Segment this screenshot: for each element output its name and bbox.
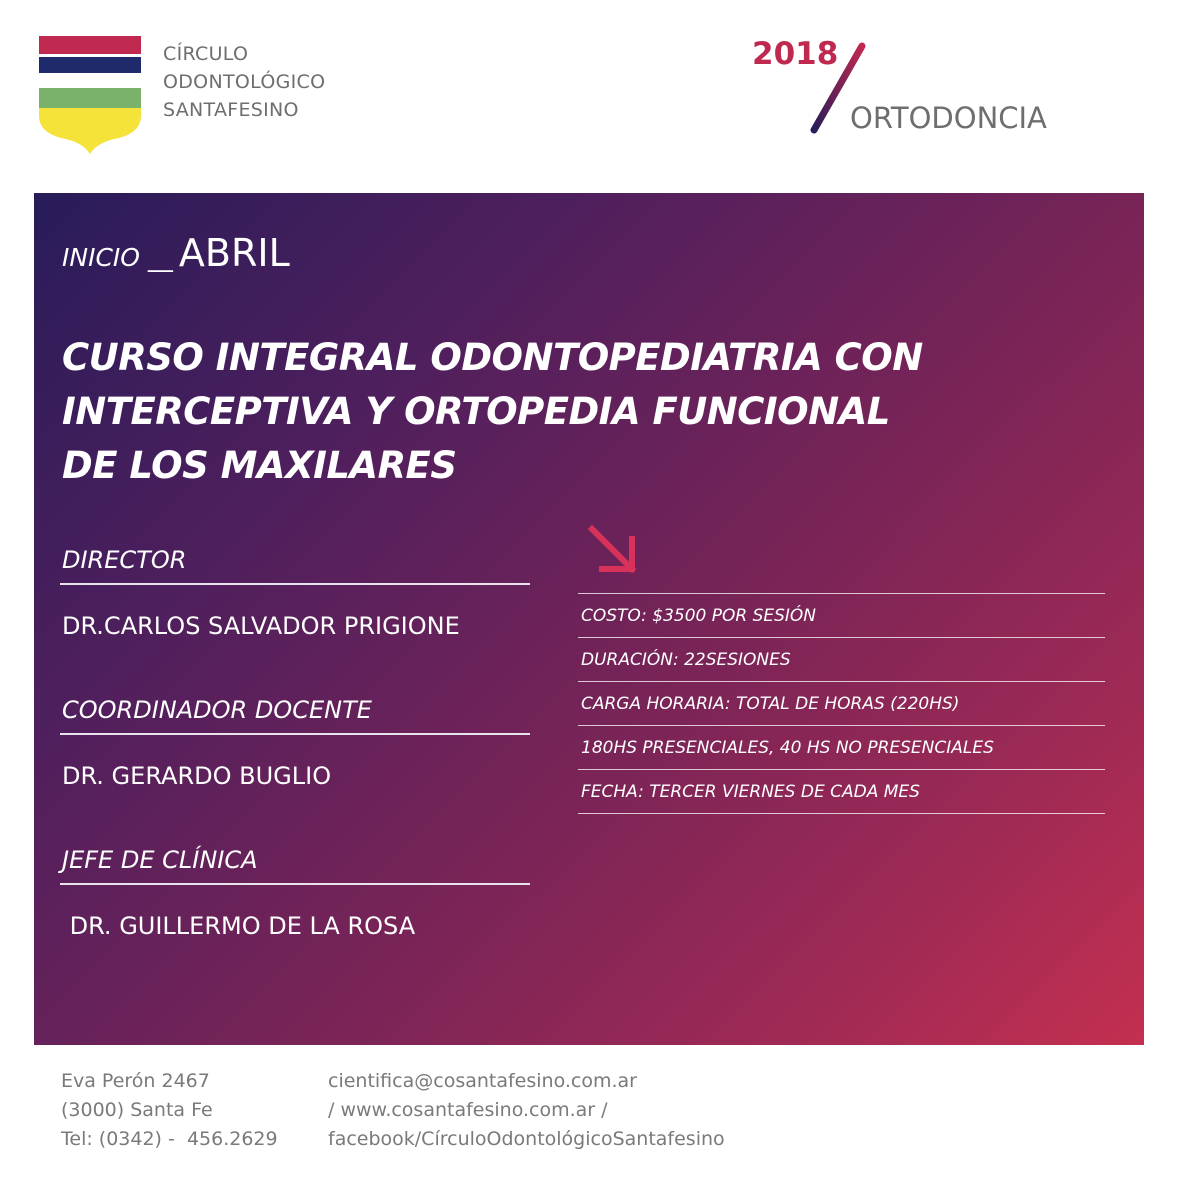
year-label: 2018 <box>752 36 839 72</box>
arrow-down-right-icon <box>586 523 640 577</box>
course-title-line: DE LOS MAXILARES <box>62 444 457 487</box>
address-street: Eva Perón 2467 <box>61 1070 210 1092</box>
email-link[interactable]: cientifica@cosantafesino.com.ar <box>328 1070 637 1092</box>
address-block <box>61 1067 278 1154</box>
website-link[interactable]: / www.cosantafesino.com.ar / <box>328 1099 608 1121</box>
staff-name-clinic-head: DR. GUILLERMO DE LA ROSA <box>62 912 416 940</box>
start-month: ABRIL <box>178 231 290 275</box>
course-title <box>62 331 1062 493</box>
course-title-line: INTERCEPTIVA Y ORTOPEDIA FUNCIONAL <box>62 390 890 433</box>
staff-role-clinic-head: JEFE DE CLÍNICA <box>60 838 530 885</box>
specialty-label: ORTODONCIA <box>850 101 1047 135</box>
staff-role-director: DIRECTOR <box>60 538 530 585</box>
organization-name-line: SANTAFESINO <box>163 99 299 121</box>
shield-flag-icon <box>39 36 141 154</box>
start-label: INICIO __ <box>62 243 173 272</box>
start-date <box>62 231 290 275</box>
contact-block <box>328 1067 725 1154</box>
staff-name-coordinator: DR. GERARDO BUGLIO <box>62 762 332 790</box>
organization-name-line: ODONTOLÓGICO <box>163 71 326 93</box>
organization-name <box>163 40 325 124</box>
address-phone: Tel: (0342) - 456.2629 <box>61 1128 278 1150</box>
course-details <box>578 593 1105 814</box>
staff-role-coordinator: COORDINADOR DOCENTE <box>60 688 530 735</box>
facebook-link[interactable]: facebook/CírculoOdontológicoSantafesino <box>328 1128 725 1150</box>
organization-name-line: CÍRCULO <box>163 43 249 65</box>
address-city: (3000) Santa Fe <box>61 1099 213 1121</box>
staff-name-director: DR.CARLOS SALVADOR PRIGIONE <box>62 612 460 640</box>
detail-duration: DURACIÓN: 22SESIONES <box>578 638 1105 682</box>
detail-schedule: FECHA: TERCER VIERNES DE CADA MES <box>578 770 1105 814</box>
detail-workload: CARGA HORARIA: TOTAL DE HORAS (220HS) <box>578 682 1105 726</box>
detail-hours-split: 180HS PRESENCIALES, 40 HS NO PRESENCIALES <box>578 726 1105 770</box>
detail-cost: COSTO: $3500 POR SESIÓN <box>578 594 1105 638</box>
course-panel <box>34 193 1144 1045</box>
course-title-line: CURSO INTEGRAL ODONTOPEDIATRIA CON <box>62 336 923 379</box>
staff-list <box>60 538 530 988</box>
